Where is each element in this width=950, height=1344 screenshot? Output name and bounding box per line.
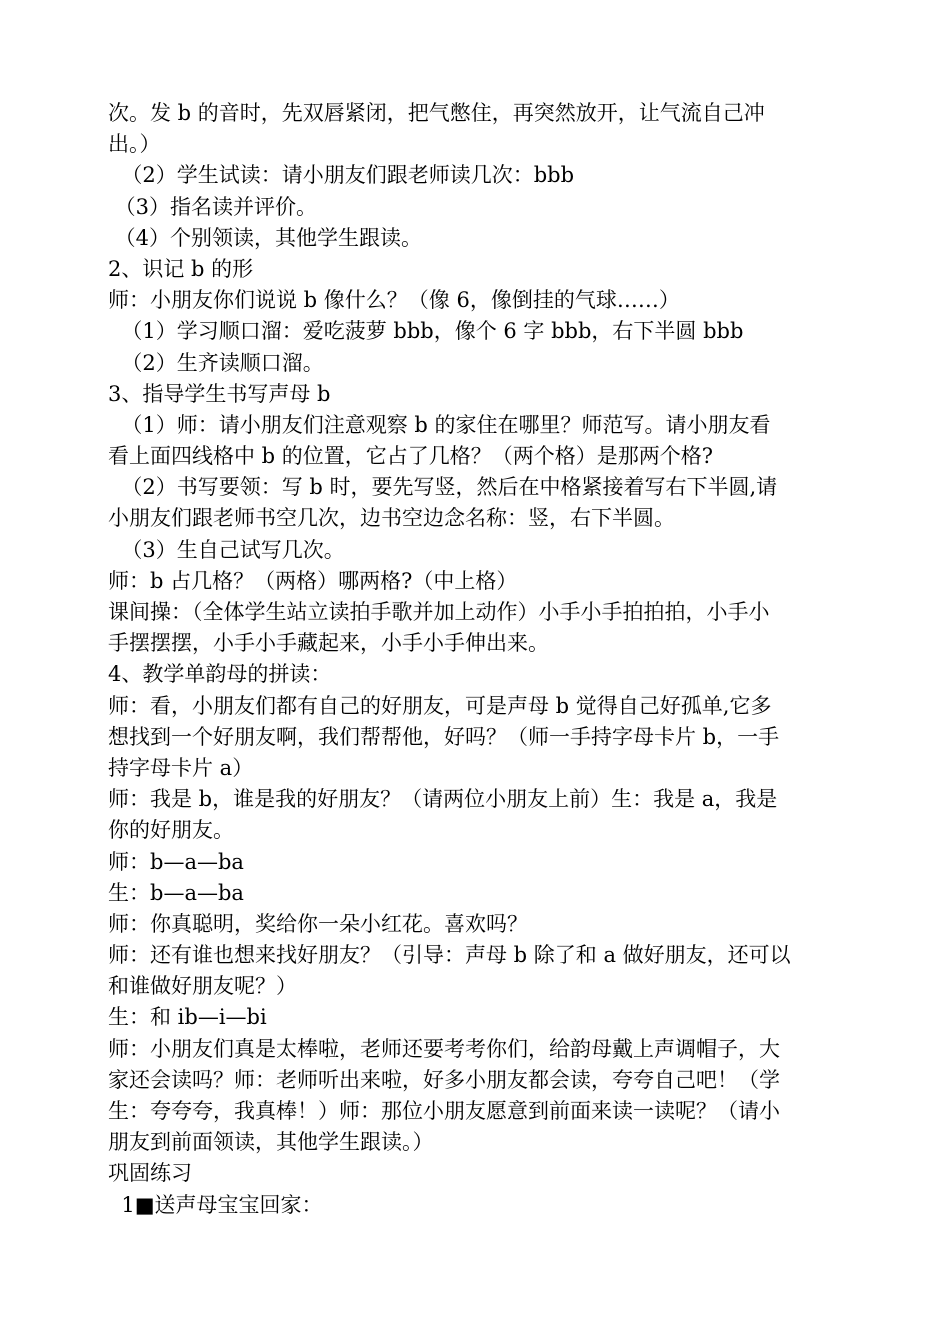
text-line: （2）书写要领：写 b 时，要先写竖，然后在中格紧接着写右下半圆,请 <box>108 475 778 500</box>
text-line: 想找到一个好朋友啊，我们帮帮他，好吗？（师一手持字母卡片 b，一手 <box>108 724 780 749</box>
text-line: 看上面四线格中 b 的位置，它占了几格？（两个格）是那两个格? <box>108 444 714 469</box>
text-line: 和谁做好朋友呢？） <box>108 974 297 999</box>
text-line: （4）个别领读，其他学生跟读。 <box>108 225 423 250</box>
text-line: （2）学生试读：请小朋友们跟老师读几次：bbb <box>108 163 575 188</box>
text-line: 持字母卡片 a） <box>108 755 254 780</box>
text-line: 出。） <box>108 132 161 157</box>
text-line: 你的好朋友。 <box>108 818 234 843</box>
text-line: 课间操：（全体学生站立读拍手歌并加上动作）小手小手拍拍拍，小手小 <box>108 600 770 624</box>
section-heading: 4、教学单韵母的拼读： <box>108 662 332 687</box>
text-line: 小朋友们跟老师书空几次，边书空边念名称：竖，右下半圆。 <box>108 506 675 531</box>
text-line: 生：夸夸夸，我真棒！）师：那位小朋友愿意到前面来读一读呢？（请小 <box>108 1099 780 1123</box>
section-heading: 巩固练习 <box>108 1161 192 1186</box>
text-line: 家还会读吗？师：老师听出来啦，好多小朋友都会读，夸夸自己吧！（学 <box>108 1067 780 1092</box>
text-line: 师：小朋友你们说说 b 像什么？（像 6，像倒挂的气球……） <box>108 288 680 313</box>
document-body <box>108 98 860 1221</box>
text-line: 师：你真聪明，奖给你一朵小红花。喜欢吗？ <box>108 911 528 936</box>
text-line: 手摆摆摆，小手小手藏起来，小手小手伸出来。 <box>108 631 549 656</box>
text-line: （2）生齐读顺口溜。 <box>108 350 324 375</box>
text-line: （3）生自己试写几次。 <box>108 537 345 562</box>
text-line: 师：b 占几格？（两格）哪两格?（中上格） <box>108 568 518 593</box>
text-line: 师：我是 b，谁是我的好朋友？（请两位小朋友上前）生：我是 a，我是 <box>108 787 778 812</box>
section-heading: 2、识记 b 的形 <box>108 256 254 281</box>
section-heading: 3、指导学生书写声母 b <box>108 381 331 406</box>
text-line: 生：b—a—ba <box>108 880 244 905</box>
text-line: 师：小朋友们真是太棒啦，老师还要考考你们，给韵母戴上声调帽子，大 <box>108 1036 780 1061</box>
text-line: 师：b—a—ba <box>108 849 244 874</box>
text-line: （1）师：请小朋友们注意观察 b 的家住在哪里？师范写。请小朋友看 <box>108 412 771 437</box>
text-line: 朋友到前面领读，其他学生跟读。） <box>108 1130 434 1155</box>
text-line: 师：还有谁也想来找好朋友？（引导：声母 b 除了和 a 做好朋友，还可以 <box>108 943 791 968</box>
text-line: 师：看，小朋友们都有自己的好朋友，可是声母 b 觉得自己好孤单,它多 <box>108 693 772 718</box>
text-line: 次。发 b 的音时，先双唇紧闭，把气憋住，再突然放开，让气流自己冲 <box>108 101 765 125</box>
text-line: 生：和 ib—i—bi <box>108 1005 267 1030</box>
text-line: （3）指名读并评价。 <box>108 194 318 219</box>
text-line: （1）学习顺口溜：爱吃菠萝 bbb，像个 6 字 bbb，右下半圆 bbb <box>108 319 744 344</box>
text-line: 1■送声母宝宝回家： <box>108 1192 323 1217</box>
